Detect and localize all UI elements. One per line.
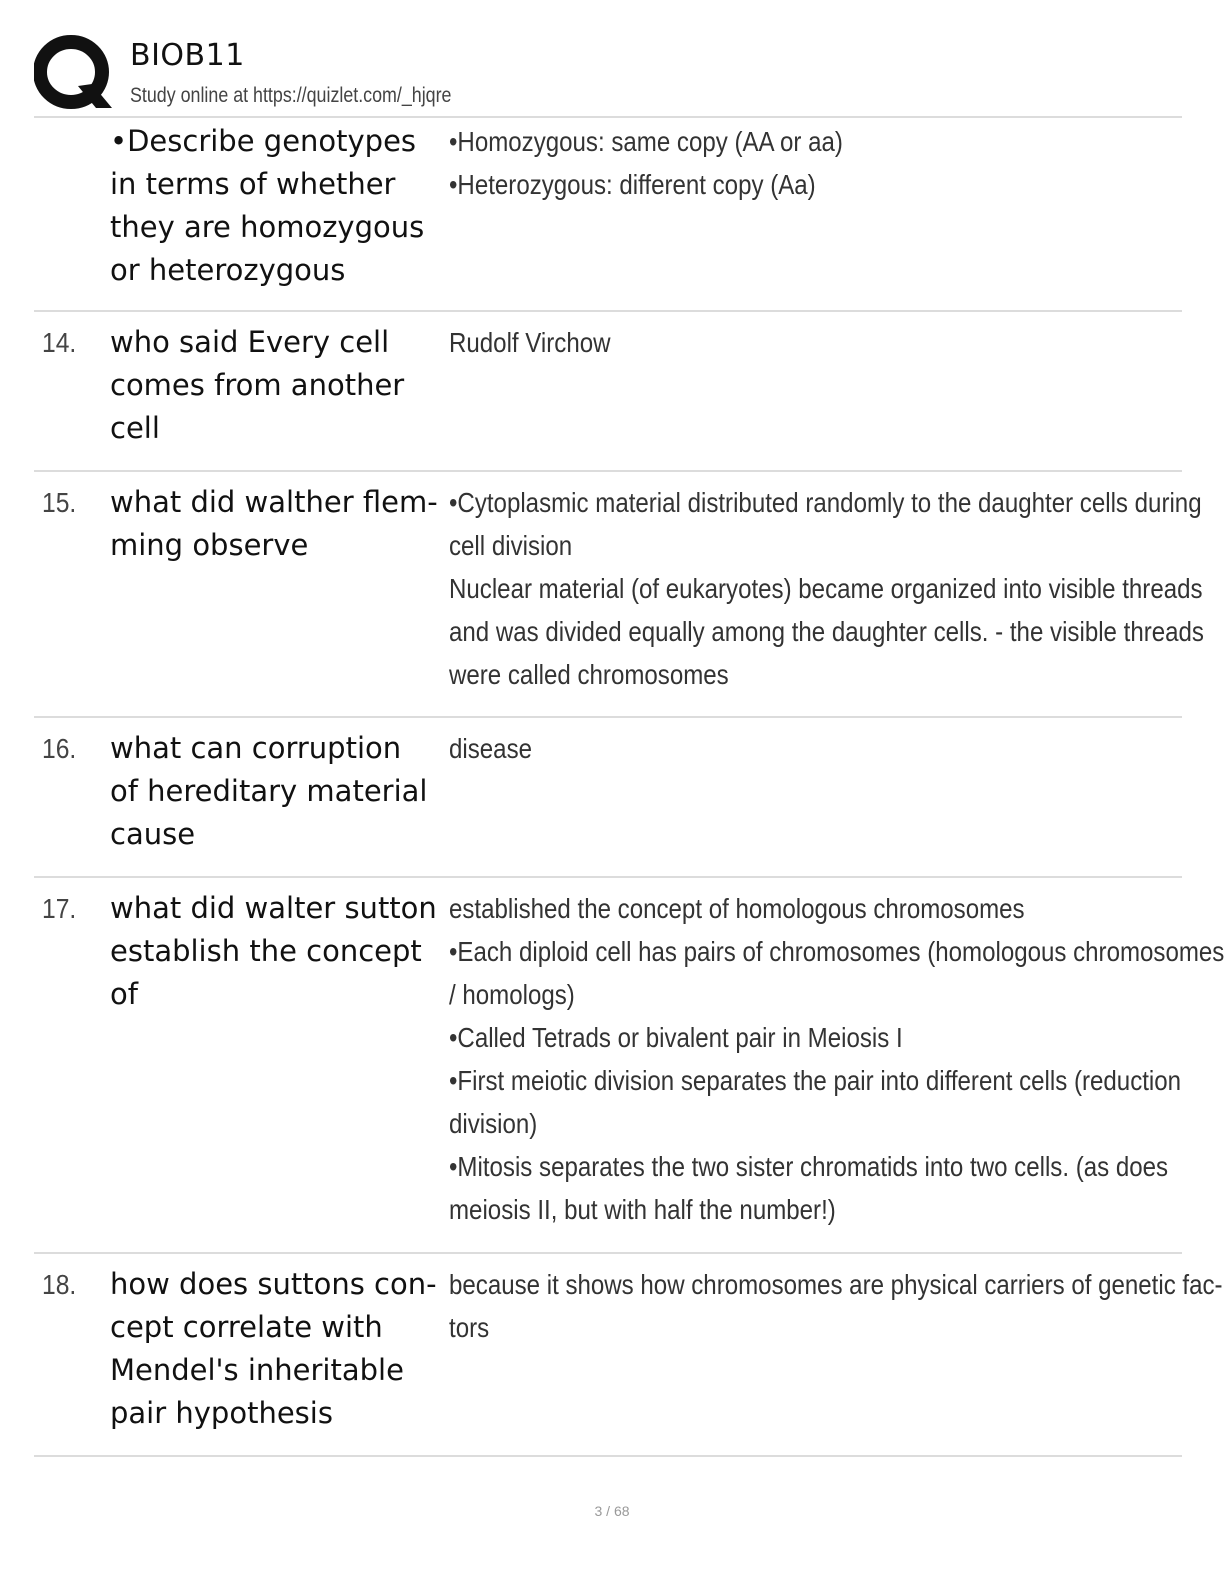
term-line: •Describe genotypes	[110, 124, 417, 158]
card-definition	[449, 120, 1189, 206]
definition-line: / homologs)	[449, 979, 575, 1010]
term-line: of hereditary material	[110, 774, 428, 808]
term-line: how does suttons con-	[110, 1267, 437, 1301]
definition-line: Nuclear material (of eukaryotes) became organized into visible threads	[449, 573, 1203, 604]
card-definition	[449, 481, 1204, 696]
term-line: what can corruption	[110, 731, 402, 765]
set-title: BIOB11	[130, 38, 245, 73]
definition-line: •Heterozygous: different copy (Aa)	[449, 169, 816, 200]
term-line: what did walter sutton	[110, 891, 437, 925]
definition-line: •Cytoplasmic material distributed randomly to the daughter cells during	[449, 487, 1202, 518]
flashcard-row	[34, 312, 1182, 472]
card-number: 14.	[42, 327, 77, 358]
flashcard-row	[34, 118, 1182, 312]
flashcard-row	[34, 472, 1204, 718]
definition-line: were called chromosomes	[449, 659, 729, 690]
definition-line: •Homozygous: same copy (AA or aa)	[449, 126, 843, 157]
card-definition	[449, 727, 1189, 770]
card-number: 18.	[42, 1269, 77, 1300]
term-line: cell	[110, 411, 160, 445]
study-online-link[interactable]: Study online at https://quizlet.com/_hjqre	[130, 84, 452, 107]
definition-line: disease	[449, 733, 533, 764]
term-line: ming observe	[110, 528, 309, 562]
definition-line: division)	[449, 1108, 538, 1139]
flashcard-row	[34, 718, 1182, 878]
term-line: who said Every cell	[110, 325, 390, 359]
card-number: 15.	[42, 487, 77, 518]
definition-line: •Mitosis separates the two sister chromatids into two cells. (as does	[449, 1151, 1169, 1182]
term-line: pair hypothesis	[110, 1396, 333, 1430]
card-term	[110, 1263, 450, 1435]
definition-line: and was divided equally among the daughter cells. - the visible threads	[449, 616, 1204, 647]
card-term	[110, 120, 450, 292]
definition-line: meiosis II, but with half the number!)	[449, 1194, 836, 1225]
flashcard-row	[34, 878, 1224, 1254]
card-definition	[449, 887, 1224, 1231]
card-number: 17.	[42, 893, 77, 924]
term-line: they are homozygous	[110, 210, 425, 244]
term-line: what did walther flem-	[110, 485, 438, 519]
definition-line: tors	[449, 1312, 490, 1343]
page-header	[34, 34, 1184, 114]
card-definition	[449, 1263, 1223, 1349]
card-number: 16.	[42, 733, 77, 764]
term-line: or heterozygous	[110, 253, 346, 287]
term-line: of	[110, 977, 138, 1011]
definition-line: cell division	[449, 530, 573, 561]
card-term	[110, 727, 450, 856]
definition-line: •Called Tetrads or bivalent pair in Meiosis I	[449, 1022, 903, 1053]
quizlet-logo-icon	[34, 34, 112, 112]
definition-line: •Each diploid cell has pairs of chromosomes (homologous chromosomes	[449, 936, 1224, 967]
term-line: in terms of whether	[110, 167, 396, 201]
term-line: cause	[110, 817, 196, 851]
card-term	[110, 887, 450, 1016]
term-line: Mendel's inheritable	[110, 1353, 404, 1387]
term-line: establish the concept	[110, 934, 422, 968]
definition-line: established the concept of homologous chromosomes	[449, 893, 1025, 924]
definition-line: •First meiotic division separates the pair into different cells (reduction	[449, 1065, 1182, 1096]
definition-line: Rudolf Virchow	[449, 327, 611, 358]
definition-line: because it shows how chromosomes are physical carriers of genetic fac-	[449, 1269, 1223, 1300]
term-line: comes from another	[110, 368, 405, 402]
card-term	[110, 481, 450, 567]
card-definition	[449, 321, 1189, 364]
page-indicator: 3 / 68	[594, 1503, 630, 1519]
card-term	[110, 321, 450, 450]
flashcard-row	[34, 1254, 1223, 1457]
term-line: cept correlate with	[110, 1310, 383, 1344]
